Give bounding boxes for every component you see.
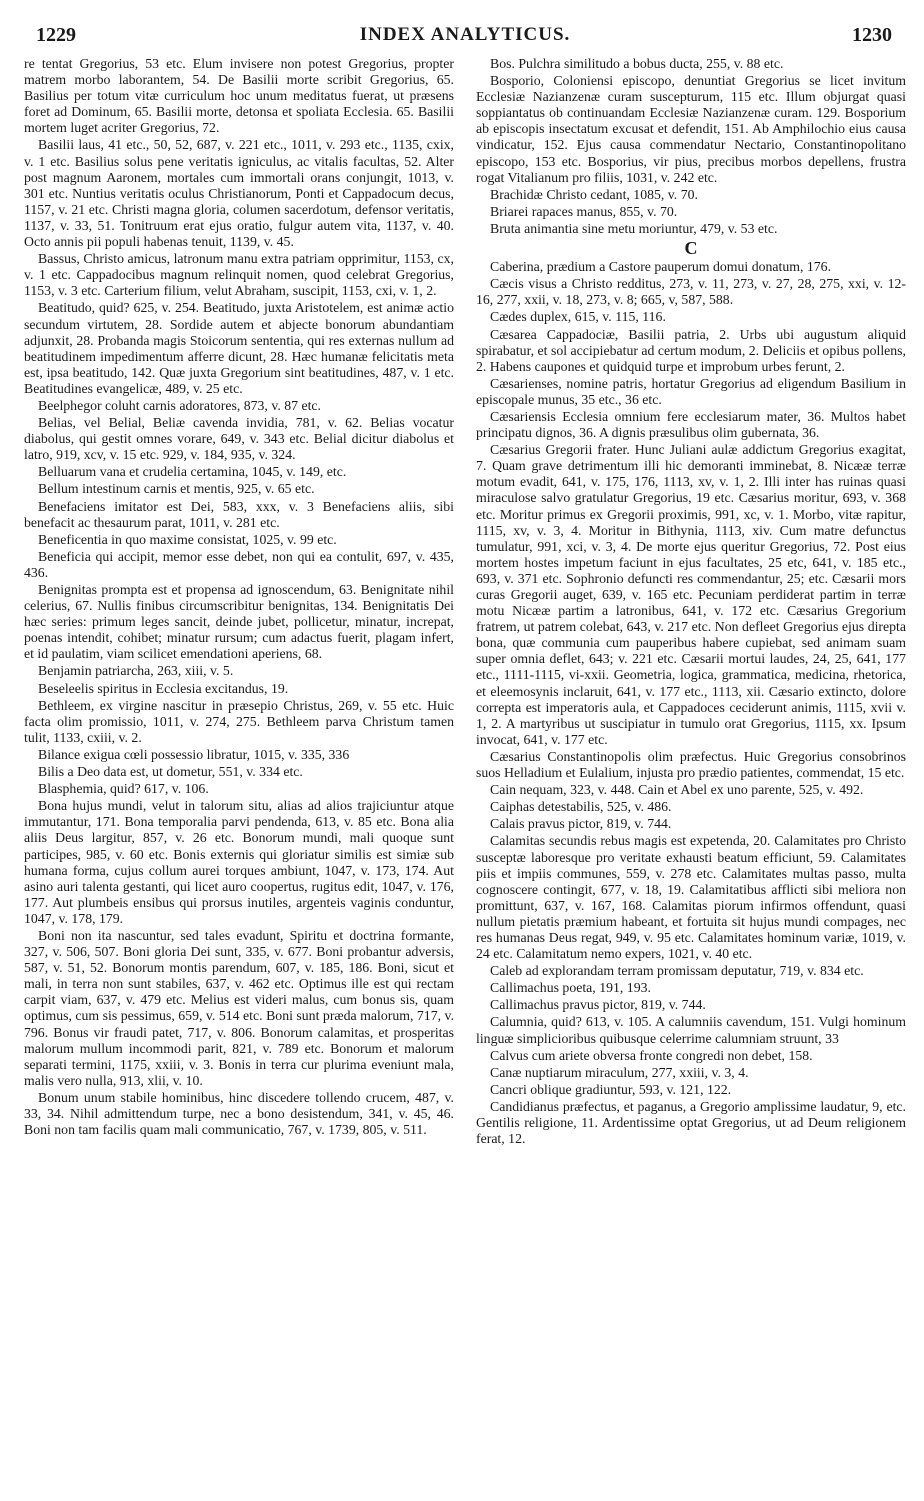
index-entry: Caberina, prædium a Castore pauperum domui donatum, 176. [490, 259, 832, 275]
index-entry: Bellum intestinum carnis et mentis, 925, v. 65 etc. [38, 481, 315, 497]
running-title: INDEX ANALYTICUS. [359, 24, 571, 45]
index-entry: Briarei rapaces manus, 855, v. 70. [490, 203, 678, 219]
index-entry: Calumnia, quid? 613, v. 105. A calumniis cavendum, 151. Vulgi hominum linguæ simplicioribus quibusque celerrime calumniam struunt, 33 [476, 1014, 906, 1046]
index-entry: Cæsarius Constantinopolis olim præfectus. Huic Gregorius consobrinos suos Helladium et Eulalium, injusta pro prædio patientes, commendat, 15 etc. [476, 748, 906, 781]
index-entry: Bonum unum stabile hominibus, hinc discedere tollendo crucem, 487, v. 33, 34. Nihil admittendum turpe, nec a bono desistendum, 341, v. 45, 46. Boni non tam facilis quam mali communicatio, 767, v. 1739, 805, v. 511. [24, 1089, 454, 1138]
index-entry: Bilis a Deo data est, ut dometur, 551, v. 334 etc. [38, 764, 303, 780]
index-entry: Benignitas prompta est et propensa ad ignoscendum, 63. Benignitate nihil celerius, 67. Nullis finibus circumscribitur benignitas, 134. Benignitatis Dei hæc series: primum leges sancit, deinde jubet, pollicetur, minatur, increpat, poenas intendit, cohibet; minatur rursum; cum adactus fuerit, plagam infert, et id paulatim, viam scilicet emendationi aperiens, 68. [24, 582, 454, 662]
index-entry: Benefaciens imitator est Dei, 583, xxx, v. 3 Benefaciens aliis, sibi benefacit ac thesaurum parat, 1011, v. 281 etc. [24, 498, 454, 530]
index-entry: Benjamin patriarcha, 263, xiii, v. 5. [38, 663, 234, 679]
index-entry: Cæsarius Gregorii frater. Hunc Juliani aulæ addictum Gregorius exagitat, 7. Quam grave detrimentum illi hic demoranti imminebat, 8. Nicææ terræ motum evadit, 641, v. 175, 176, 1113, xv, v. 1, 2. Illi inter has ruinas quasi miraculose salvo gratulatur Gregorius, 19 etc. Cæsarius moritur, 693, v. 368 etc. Moritur primus ex Gregorii proximis, 991, xc, v. 1. Morbo, vitæ rapitur, 1115, xv, v. 3, 4. Moritur in Bithynia, 1113, xiv. Cum matre defunctus tumulatur, 991, xci, v. 3, 4. De morte ejus queritur Gregorius, 72. Post eius mortem hostes impetum faciunt in ejus facultates, 25 etc, 641, v. 185 etc., 693, v. 371 etc. Sophronio defuncti res commendantur, 25; etc. Cæsarii mors curas Gregorii auget, 639, v. 165 etc. Pecuniam perdiderat partim in terræ motu Nicææ partim a latronibus, 641, v. 172 etc. Cæsarius Gregorium fratrem, ut patrem colebat, 643, v. 217 etc. Non defleet Gregorius ejus direpta bona, quæ communia cum pauperibus habere cupiebat, sed animam suam super omnia deflet, 643; v. 221 etc. Cæsarii mortui laudes, 24, 25, 641, 177 etc., 1111-1115, vi-xxii. Geometria, logica, grammatica, medicina, rhetorica, et eleemosynis inclaruit, 641, v. 177 etc., 1113, xii. Cæsario extincto, dolore correpta est imperatoris aula, et Cappadoces ceciderunt animis, 1115, xvii v. 1, 2. A martyribus ut suscipiatur in tumulo orat Gregorius, 1115, xx. Ipsum invocat, 641, v. 177 etc. [476, 442, 906, 747]
section-letter: C [684, 238, 698, 259]
index-entry: Callimachus poeta, 191, 193. [490, 980, 651, 996]
index-entry: Boni non ita nascuntur, sed tales evadunt, Spiritu et doctrina formante, 327, v. 506, 507. Boni gloria Dei sunt, 335, v. 677. Boni probantur adversis, 587, v. 51, 52. Bonorum montis parendum, 607, v. 185, 186. Boni, sicut et mali, in terra non sunt stabiles, 637, v. 462 etc. Optimus ille est qui rectam carpit viam, 637, v. 479 etc. Melius est videri malus, cum bonus sis, quam optimus, cum sis pessimus, 659, v. 514 etc. Boni sunt præda malorum, 717, v. 796. Bonus vir fraudi patet, 717, v. 806. Bonorum calamitas, et prosperitas malorum mullum incommodi parit, 821, v. 789 etc. Bonorum et malorum separati termini, 1175, xxiii, v. 3. Bonis in terra cur plurima eveniunt mala, malis vero nulla, 913, xlii, v. 10. [24, 927, 454, 1088]
index-entry: Brachidæ Christo cedant, 1085, v. 70. [490, 186, 698, 202]
index-entry: Calamitas secundis rebus magis est expetenda, 20. Calamitates pro Christo susceptæ laboresque pro veritate exhausti beatum efficiunt, 59. Calamitates piis et impiis communes, 559, v. 278 etc. Calamitates multas passo, multa cognoscere contingit, 677, v. 18, 19. Calamitatibus afflicti sibi meliora non promittunt, 637, v. 167, 168. Calamitas piorum infirmos offendunt, quasi nullum pietatis præmium habeant, et fortuita sit hujus mundi compages, nec res humanas Deus regat, 949, v. 95 etc. Calamitates hominum variæ, 1019, v. 24 etc. Calamitatum nemo expers, 1021, v. 40 etc. [476, 833, 906, 962]
right-column-b-entries [476, 56, 906, 237]
index-entry: Caleb ad explorandam terram promissam deputatur, 719, v. 834 etc. [490, 963, 864, 979]
index-entry: Cain nequam, 323, v. 448. Cain et Abel ex uno parente, 525, v. 492. [490, 782, 864, 798]
index-entry: Beneficentia in quo maxime consistat, 1025, v. 99 etc. [38, 531, 337, 547]
index-entry: Cæcis visus a Christo redditus, 273, v. 11, 273, v. 27, 28, 275, xxi, v. 12-16, 277, xxii, v. 18, 273, v. 8; 665, v, 587, 588. [476, 276, 906, 308]
index-entry: Bosporio, Coloniensi episcopo, denuntiat Gregorius se licet invitum Ecclesiæ Nazianzenæ curam suscepturum, 115 etc. Illum objurgat quasi soppiantatus ob continuandam Ecclesiæ Nazianzenæ curam. 129. Bosporium ab episcopis insectatum excusat et defendit, 151. Ab Amphilochio eius causa vindicatur, 152. Ejus causa commendatur Nectario, Constantinopolitano episcopo, 153 etc. Bosporius, vir pius, precibus morbos depellens, frustra rogat Vitalianum pro filiis, 1031, v. 242 etc. [476, 73, 906, 185]
index-entry: Bethleem, ex virgine nascitur in præsepio Christus, 269, v. 55 etc. Huic facta olim promissio, 1011, v. 274, 275. Bethleem parva Christum tamen tulit, 1133, cxiii, v. 2. [24, 697, 454, 745]
index-entry: Beseleelis spiritus in Ecclesia excitandus, 19. [38, 680, 289, 696]
right-column-c-entries [476, 259, 906, 1147]
index-entry: Cæsarea Cappadociæ, Basilii patria, 2. Urbs ubi augustum aliquid spirabatur, et sol accipiebatur ad certum modum, 2. Deliciis et opibus pollens, 2. Habens caupones et quidquid turpe et improbum urbes ferunt, 2. [476, 326, 906, 374]
page-number-left: 1229 [36, 24, 76, 46]
index-entry: Caiphas detestabilis, 525, v. 486. [490, 799, 672, 815]
page-number-right: 1230 [852, 24, 892, 46]
index-entry: Canæ nuptiarum miraculum, 277, xxiii, v. 3, 4. [490, 1064, 749, 1080]
right-column [476, 56, 906, 1148]
index-entry: Callimachus pravus pictor, 819, v. 744. [490, 997, 706, 1013]
index-entry: Candidianus præfectus, et paganus, a Gregorio amplissime laudatur, 9, etc. Gentilis religione, 11. Ardentissime optat Gregorius, ut ad Deum religionem ferat, 12. [476, 1098, 906, 1147]
index-entry: Cædes duplex, 615, v. 115, 116. [490, 309, 666, 325]
index-entry: Beneficia qui accipit, memor esse debet, non qui ea contulit, 697, v. 435, 436. [24, 548, 454, 580]
index-entry: re tentat Gregorius, 53 etc. Elum invisere non potest Gregorius, propter matrem morbo laborantem, 54. De Basilii morte scribit Gregorius, 65. Basilius per totum vitæ curriculum hoc unum meditatus fuerat, ut præsens foret ad Dominum, 65. Basilii morte, detonsa et spoliata Ecclesia. 65. Basilii mortem luget acriter Gregorius, 72. [24, 56, 454, 136]
two-column-body [24, 56, 906, 1148]
index-entry: Beatitudo, quid? 625, v. 254. Beatitudo, juxta Aristotelem, est animæ actio secundum virtutem, 28. Sordide autem et abjecte bonorum abundantiam adjunxit, 28. Probanda magis Stoicorum sententia, qui res externas nullum ad beatitudinem impedimentum afferre dicunt, 28. Hæc humanæ felicitatis meta est, ipsa beatitudo, 142. Quæ juxta Gregorium sint beatitudines, 487, v. 1 etc. Beatitudines evangelicæ, 489, v. 25 etc. [24, 300, 454, 396]
index-entry: Calais pravus pictor, 819, v. 744. [490, 816, 672, 832]
index-entry: Bassus, Christo amicus, latronum manu extra patriam opprimitur, 1153, cx, v. 1 etc. Cappadocibus magnum relinquit nomen, quod celebrat Gregorius, 1153, v. 3 etc. Carterium filium, velut Abraham, suscipit, 1153, cxi, v. 1, 2. [24, 251, 454, 299]
index-entry: Bruta animantia sine metu moriuntur, 479, v. 53 etc. [490, 220, 778, 236]
index-entry: Blasphemia, quid? 617, v. 106. [38, 781, 209, 797]
index-entry: Beelphegor coluht carnis adoratores, 873, v. 87 etc. [38, 397, 321, 413]
index-entry: Bona hujus mundi, velut in talorum situ, alias ad alios trajiciuntur atque immutantur, 171. Bona temporalia parvi pendenda, 613, v. 85 etc. Bona alia aliis Deus largitur, 857, v. 26 etc. Bonorum mundi, mali quoque sunt participes, 985, v. 60 etc. Bonis externis qui gloriatur similis est simiæ sub humana forma, cujus collum aurei torques ambiunt, 1047, v. 173, 174. Aut asino auri talenta gestanti, qui licet auro coopertus, rugitus edit, 1047, v. 176, 177. Aut plumbeis ensibus qui prorsus inutiles, argenteis vaginis conduntur, 1047, v. 178, 179. [24, 798, 454, 926]
index-entry: Basilii laus, 41 etc., 50, 52, 687, v. 221 etc., 1011, v. 293 etc., 1135, cxix, v. 1 etc. Basilius solus pene veritatis igniculus, ac vitalis facultas, 52. Alter post magnum Aaronem, mortales cum immortali orans conjungit, 1013, v. 301 etc. Nuntius veritatis oculus Christianorum, Ponti et Cappadocum decus, 1157, v. 21 etc. Christi magna gloria, columen sacerdotum, defensor veritatis, 1137, v. 33, 51. Tonitruum erat ejus oratio, fulgur autem vita, 1137, v. 40. Octo annis pii populi habenas tenuit, 1139, v. 45. [24, 137, 454, 250]
index-entry: Cæsariensis Ecclesia omnium fere ecclesiarum mater, 36. Multos habet principatu dignos, 36. A dignis præsulibus olim gubernata, 36. [476, 408, 906, 441]
page-header [24, 22, 906, 56]
index-entry: Cæsarienses, nomine patris, hortatur Gregorius ad eligendum Basilium in episcopale munus, 35 etc., 36 etc. [476, 375, 906, 407]
index-entry: Calvus cum ariete obversa fronte congredi non debet, 158. [490, 1047, 813, 1063]
index-entry: Bilance exigua cœli possessio libratur, 1015, v. 335, 336 [38, 746, 350, 762]
index-entry: Belias, vel Belial, Beliæ cavenda invidia, 781, v. 62. Belias vocatur diabolus, qui gestit omnes vorare, 649, v. 343 etc. Belial dicitur diabolus et latro, 919, xcv, v. 15 etc. 929, v. 184, 935, v. 324. [24, 415, 454, 463]
index-entry: Cancri oblique gradiuntur, 593, v. 121, 122. [490, 1081, 732, 1097]
left-column [24, 56, 454, 1148]
index-entry: Belluarum vana et crudelia certamina, 1045, v. 149, etc. [38, 464, 347, 480]
index-entry: Bos. Pulchra similitudo a bobus ducta, 255, v. 88 etc. [490, 56, 784, 71]
